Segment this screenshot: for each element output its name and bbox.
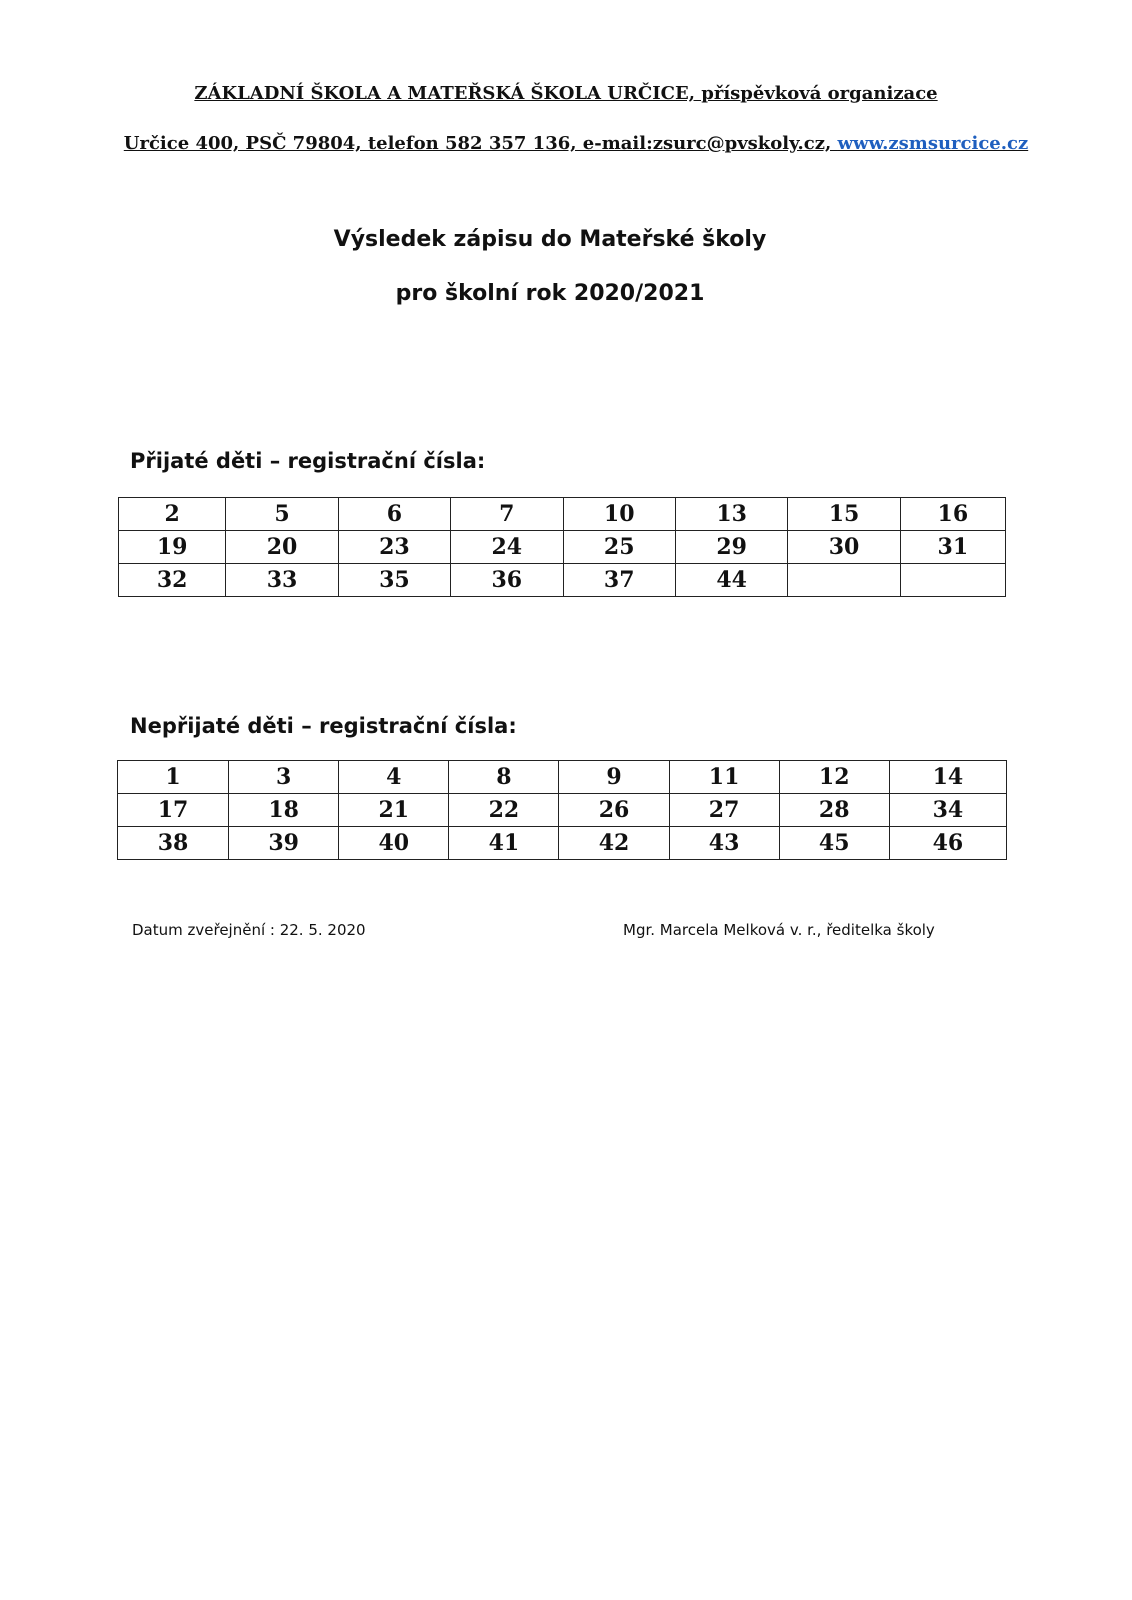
table-row	[119, 531, 1006, 564]
table-cell: 25	[563, 531, 675, 564]
table-row	[118, 761, 1007, 794]
table-cell: 26	[559, 794, 669, 827]
table-cell: 33	[226, 564, 338, 597]
table-cell: 44	[675, 564, 787, 597]
table-cell: 20	[226, 531, 338, 564]
table-cell: 19	[119, 531, 226, 564]
website-link[interactable]: www.zsmsurcice.cz	[837, 133, 1029, 154]
school-contact-header	[10, 132, 1132, 156]
table-cell: 27	[669, 794, 779, 827]
table-cell: 9	[559, 761, 669, 794]
table-cell: 10	[563, 498, 675, 531]
table-cell: 30	[788, 531, 900, 564]
document-subtitle: pro školní rok 2020/2021	[395, 281, 705, 306]
table-cell: 18	[229, 794, 339, 827]
table-cell: 46	[889, 827, 1006, 860]
table-cell: 35	[338, 564, 450, 597]
table-cell: 17	[118, 794, 229, 827]
signature-line: Mgr. Marcela Melková v. r., ředitelka školy	[623, 921, 935, 939]
table-cell: 1	[118, 761, 229, 794]
table-cell: 31	[900, 531, 1005, 564]
table-cell: 15	[788, 498, 900, 531]
school-name-header: ZÁKLADNÍ ŠKOLA A MATEŘSKÁ ŠKOLA URČICE, příspěvková organizace	[194, 83, 938, 104]
table-cell: 28	[779, 794, 889, 827]
publication-date: Datum zveřejnění : 22. 5. 2020	[132, 921, 366, 939]
table-cell: 24	[451, 531, 563, 564]
table-cell: 16	[900, 498, 1005, 531]
table-cell: 13	[675, 498, 787, 531]
contact-details: Určice 400, PSČ 79804, telefon 582 357 136, e-mail:zsurc@pvskoly.cz,	[123, 133, 838, 154]
table-cell: 3	[229, 761, 339, 794]
table-cell: 4	[339, 761, 449, 794]
table-cell: 29	[675, 531, 787, 564]
table-cell: 6	[338, 498, 450, 531]
table-row	[119, 498, 1006, 531]
table-cell: 11	[669, 761, 779, 794]
table-cell: 23	[338, 531, 450, 564]
table-cell: 43	[669, 827, 779, 860]
table-cell: 40	[339, 827, 449, 860]
table-cell: 7	[451, 498, 563, 531]
rejected-table	[117, 760, 1007, 860]
table-row	[119, 564, 1006, 597]
table-cell: 12	[779, 761, 889, 794]
table-cell: 34	[889, 794, 1006, 827]
table-cell: 22	[449, 794, 559, 827]
accepted-table	[118, 497, 1006, 597]
table-cell: 2	[119, 498, 226, 531]
table-cell: 36	[451, 564, 563, 597]
table-cell: 14	[889, 761, 1006, 794]
table-cell: 38	[118, 827, 229, 860]
table-cell: 41	[449, 827, 559, 860]
table-cell: 5	[226, 498, 338, 531]
table-cell: 39	[229, 827, 339, 860]
table-cell: 32	[119, 564, 226, 597]
table-cell	[900, 564, 1005, 597]
table-row	[118, 794, 1007, 827]
table-cell: 42	[559, 827, 669, 860]
table-row	[118, 827, 1007, 860]
table-cell: 8	[449, 761, 559, 794]
table-cell: 37	[563, 564, 675, 597]
table-cell	[788, 564, 900, 597]
accepted-heading: Přijaté děti – registrační čísla:	[130, 449, 486, 473]
rejected-heading: Nepřijaté děti – registrační čísla:	[130, 714, 517, 738]
table-cell: 21	[339, 794, 449, 827]
table-cell: 45	[779, 827, 889, 860]
document-title: Výsledek zápisu do Mateřské školy	[333, 227, 767, 252]
